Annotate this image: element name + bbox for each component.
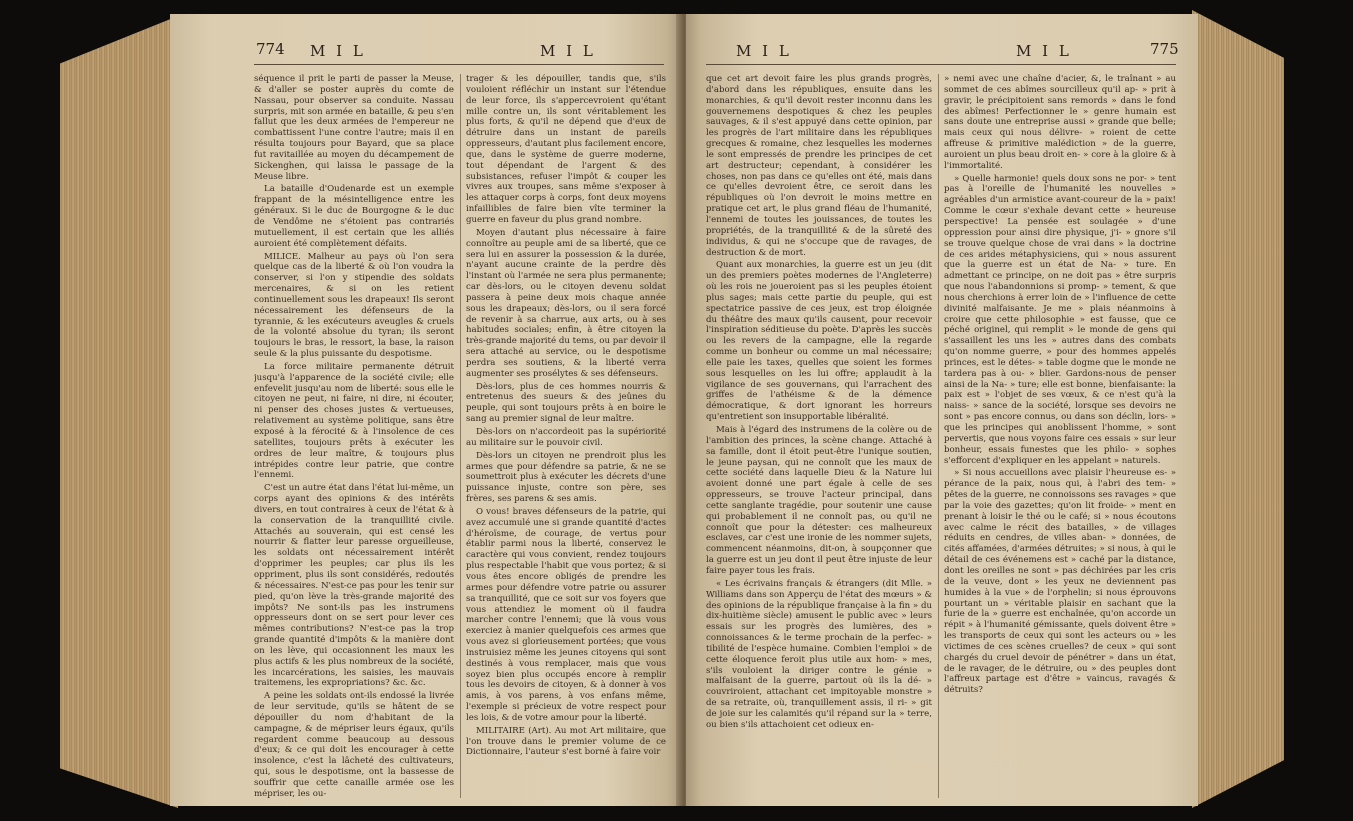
paragraph: O vous! braves défenseurs de la patrie, qui avez accumulé une si grande quantité d'actes d'héroïsme, de courage, de vertus pour établir parmi nous la liberté, conservez le caractère qui vous convient, rendez toujours plus respectable l'habit que vous portez; & si vous êtes encore obligés de prendre les armes pour défendre votre patrie ou assurer sa tranquillité, que ce soit sur vos foyers que vous attendiez le moment où il faudra marcher contre l'ennemi; que là vous vous exerciez à manier quelquefois ces armes que vous avez si glorieusement portées; que vous instruisiez même les jeunes citoyens qui sont destinés à vous remplacer, mais que vous soyez bien plus occupés encore à remplir tous les devoirs de citoyen, & à donner à vos amis, à vos parens, à vos enfans même, l'exemple si précieux de votre respect pour les lois, & de votre amour pour la liberté. <box>466 506 666 723</box>
right-page <box>686 14 1198 806</box>
right-column-2 <box>944 74 1176 798</box>
right-header-rule <box>706 64 1176 65</box>
paragraph: Dès-lors on n'accordeoit pas la supériorité au militaire sur le pouvoir civil. <box>466 427 666 448</box>
paragraph: Mais à l'égard des instrumens de la colère ou de l'ambition des princes, la scène change. Attaché à sa famille, dont il étoit peut-être l'unique soutien, le jeune paysan, qui ne connoît que les maux de cette société dans laquelle Dieu & la Nature lui avoient donné une part égale à celle de ses oppresseurs, se trouve l'acteur principal, dans cette sanglante tragédie, pour soutenir une cause qui probablement il ne connoît pas, ou qu'il ne connoît que pour la détester: ces malheureux esclaves, car c'est une ironie de les nommer sujets, commencent néanmoins, dit-on, à soupçonner que la guerre est un jeu dont il peut être injuste de leur faire payer tous les frais. <box>706 425 932 576</box>
left-header-rule <box>254 64 664 65</box>
paragraph: » Quelle harmonie! quels doux sons ne por- » tent pas à l'oreille de l'humanité les nouvelles » agréables d'un armistice avant-coureur de la » paix! Comme le cœur s'exhale devant cette » heureuse perspective! La pensée est soulagée » d'une oppression pour ainsi dire physique, j'i- » gnore s'il se trouve quelque chose de vrai dans » la doctrine de ces arides métaphysiciens, qui » nous assurent que la guerre est un état de Na- » ture. En admettant ce principe, on ne doit pas » être surpris que nous l'abandonnions si promp- » tement, & que nous cherchions à errer loin de » l'influence de cette divinité malfaisante. Je me » plais néanmoins à croire que cette philosophie » est fausse, que ce péché originel, qui remplit » le monde de gens qui s'assaillent les uns les » autres dans des combats qu'on nomme guerre, » pour des hommes appelés princes, est le détes- » table dogme que le monde ne tardera pas à ou- » blier. Gardons-nous de penser ainsi de la Na- » ture; elle est bonne, bienfaisante: la paix est » l'objet de ses vœux, & ce n'est qu'à la naiss- » sance de la société, lorsque ses devoirs ne sont » pas encore connus, ou dans son déclin, lors- » que les principes qui anoblissent l'homme, » sont pervertis, que nous voyons faire ces essais » sur leur bonheur, essais funestes que les philo- » sophes s'efforcent d'expliquer en les appelant » naturels. <box>944 173 1176 466</box>
left-page-edges <box>60 16 178 808</box>
paragraph: » Si nous accueillons avec plaisir l'heureuse es- » pérance de la paix, nous qui, à l'abri des tem- » pêtes de la guerre, ne connoissons ses ravages » que par la voie des gazettes; qu'on lit froide- » ment en prenant à loisir le thé ou le café; si » nous écoutons avec calme le récit des batailles, » de villages réduits en cendres, de villes aban- » données, de cités affamées, d'armées détruites; » si nous, à qui le détail de ces événemens est » caché par la distance, dont les oreilles ne sont » pas déchirées par les cris de la veuve, dont » les yeux ne deviennent pas humides à la vue » de l'orphelin; si nous éprouvons pourtant un » véritable plaisir en sachant que la furie de la » guerre est enchaînée, qu'on accorde un répit » à l'humanité gémissante, quels doivent être » les transports de ceux qui sont les acteurs ou » les victimes de ces scènes cruelles? de ceux » qui sont chargés du cruel devoir de pénétrer » dans un état, de le ravager, de le détruire, ou » des peuples dont l'affreux partage est d'être » vaincus, ravagés & détruits? <box>944 468 1176 696</box>
left-column-divider <box>460 74 461 798</box>
left-running-head-1: M I L <box>310 42 366 60</box>
right-column-1 <box>706 74 932 798</box>
paragraph: C'est un autre état dans l'état lui-même, un corps ayant des opinions & des intérêts divers, en tout contraires à ceux de l'état & à la conservation de la tranquillité civile. Attachés au souverain, qui est censé les nourrir & flatter leur paresse orgueilleuse, les soldats ont nécessairement intérêt d'opprimer les peuples; car plus ils les oppriment, plus ils sont considérés, redoutés & nécessaires. N'est-ce pas pour les tenir sur pied, qu'on lève la très-grande majorité des impôts? Ne sont-ils pas les instrumens oppresseurs dont on se sert pour lever ces mêmes contributions? N'est-ce pas la trop grande quantité d'impôts & la manière dont on les lève, qui occasionnent les maux les plus actifs & les plus nombreux de la société, les incarcérations, les saisies, les mauvais traitemens, les expropriations? &c. &c. <box>254 483 454 689</box>
right-running-head-1: M I L <box>736 42 792 60</box>
paragraph: Moyen d'autant plus nécessaire à faire connoître au peuple ami de sa liberté, que ce sera lui en assurer la possession & la durée, n'ayant aucune crainte de la perdre dès l'instant où l'armée ne sera plus permanente; car dès-lors, ou le citoyen devenu soldat passera à peine deux mois chaque année sous les drapeaux; dès-lors, ou il sera forcé de revenir à sa charrue, aux arts, ou à ses habitudes sociales; enfin, à être citoyen la très-grande majorité du tems, ou par devoir il sera attaché au service, ou le despotisme perdra ses soutiens, & la liberté verra augmenter ses prosélytes & ses défenseurs. <box>466 227 666 379</box>
paragraph: MILITAIRE (Art). Au mot Art militaire, que l'on trouve dans le premier volume de ce Dictionnaire, l'auteur s'est borné à faire voir <box>466 725 666 758</box>
paragraph: que cet art devoit faire les plus grands progrès, d'abord dans les républiques, ensuite dans les monarchies, & qu'il devoit rester inconnu dans les gouvernemens despotiques & chez les peuples sauvages, & il s'est appuyé dans cette opinion, par les progrès de l'art militaire dans les républiques grecques & romaine, chez lesquelles les modernes le sont empressés de prendre les principes de cet art destructeur; cependant, à considérer les choses, non pas dans ce qu'elles ont été, mais dans ce qu'elles devroient être, ce seroit dans les républiques où l'on devroit le moins mettre en pratique cet art, le plus grand fléau de l'humanité, l'ennemi de toutes les jouissances, de toutes les propriétés, de la tranquillité & de la sûreté des individus, & qui ne s'occupe que de ravages, de destruction & de mort. <box>706 74 932 258</box>
right-page-edges <box>1192 10 1284 808</box>
paragraph: Dès-lors, plus de ces hommes nourris & entretenus des sueurs & des jeûnes du peuple, qui sont toujours prêts à en boire le sang au premier signal de leur maître. <box>466 381 666 425</box>
right-page-number: 775 <box>1150 40 1179 58</box>
paragraph: » nemi avec une chaîne d'acier, &, le traînant » au sommet de ces abîmes sourcilleux qu'il ap- » prit à gravir, le précipitoient sans remords » dans le fond des abîmes! Perfectionner le » genre humain est sans doute une entreprise aussi » grande que belle; mais ceux qui nous délivre- » roient de cette affreuse & primitive malédiction » de la guerre, auroient un plus beau droit en- » core à la gloire & à l'immortalité. <box>944 74 1176 171</box>
left-running-head-2: M I L <box>540 42 596 60</box>
paragraph: La bataille d'Oudenarde est un exemple frappant de la mésintelligence entre les généraux. Si le duc de Bourgogne & le duc de Vendôme ne s'étoient pas contrariés mutuellement, il est certain que les alliés auroient été complètement défaits. <box>254 184 454 249</box>
left-column-1 <box>254 74 454 798</box>
paragraph: A peine les soldats ont-ils endossé la livrée de leur servitude, qu'ils se hâtent de se dépouiller du nom d'habitant de la campagne, & de mépriser leurs égaux, qu'ils regardent comme beaucoup au dessous d'eux; & ce qui doit les encourager à cette insolence, c'est la lâcheté des cultivateurs, qui, sous le despotisme, ont la bassesse de souffrir que cette canaille armée ose les mépriser, les ou- <box>254 691 454 798</box>
paragraph: Quant aux monarchies, la guerre est un jeu (dit un des premiers poètes modernes de l'Angleterre) où les rois ne joueroient pas si les peuples étoient plus sages; mais cette partie du peuple, qui est spectatrice passive de ces jeux, est trop éloignée du théâtre des maux qu'ils causent, pour recevoir l'inspiration séditieuse du poète. D'après les succès ou les revers de la campagne, elle la regarde comme un bonheur ou comme un mal nécessaire; elle paie les taxes, quelles que soient les formes sous lesquelles on les lui offre; applaudit à la vigilance de ses gouvernans, qui l'arrachent des griffes de l'athéisme & de la démence démocratique, & dort ignorant les horreurs qu'entretient son insupportable libéralité. <box>706 260 932 423</box>
paragraph: Dès-lors un citoyen ne prendroit plus les armes que pour défendre sa patrie, & ne se soumettroit plus à exécuter les décrets d'une puissance injuste, contre son père, ses frères, ses parens & ses amis. <box>466 450 666 505</box>
paragraph: séquence il prit le parti de passer la Meuse, & d'aller se poster auprès du comte de Nassau, pour observer sa conduite. Nassau surpris, mit son armée en bataille, & peu s'en fallut que les deux armées de l'empereur ne combattissent l'une contre l'autre; mais il en résulta toujours pour Bayard, que sa place fut ravitaillée au moyen du décampement de Sickenghen, qui laissa le passage de la Meuse libre. <box>254 74 454 182</box>
right-running-head-2: M I L <box>1016 42 1072 60</box>
paragraph: trager & les dépouiller, tandis que, s'ils vouloient réfléchir un instant sur l'étendue de leur force, ils s'appercevroient qu'étant mille contre un, ils sont véritablement les plus forts, & qu'il ne dépend que d'eux de détruire dans un instant de pareils oppresseurs, d'autant plus facilement encore, que, dans le système de guerre moderne, tout dépendant de l'argent & des subsistances, refuser l'impôt & couper les vivres aux troupes, sans même s'exposer à les attaquer corps à corps, font deux moyens infaillibles de faire bien vîte terminer la guerre en faveur du plus grand nombre. <box>466 74 666 225</box>
right-column-divider <box>938 74 939 798</box>
paragraph: La force militaire permanente détruit jusqu'à l'apparence de la société civile; elle enfevelit jusqu'au nom de liberté: sous elle le citoyen ne peut, ni faire, ni dire, ni écouter, ni penser des choses justes & vertueuses, relativement au système politique, sans être exposé à la férocité & à l'insolence de ces satellites, toujours prêts à exécuter les ordres de leur maître, & toujours plus intrépides contre leur patrie, que contre l'ennemi. <box>254 361 454 481</box>
left-page-number: 774 <box>256 40 285 58</box>
paragraph: « Les écrivains français & étrangers (dit Mlle. » Williams dans son Apperçu de l'état des mœurs » & des opinions de la république française à la fin » du dix-huitième siècle) amusent le public avec » leurs essais sur les progrès des lumières, des » connoissances & le terme prochain de la perfec- » tibilité de l'espèce humaine. Combien l'emploi » de cette éloquence feroit plus utile aux hom- » mes, s'ils vouloient la diriger contre le génie » malfaisant de la guerre, partout où ils la dé- » couvriroient, attachant cet impitoyable monstre » de sa retraite, où, tranquillement assis, il ri- » git de joie sur les calamités qu'il répand sur la » terre, ou bien s'ils attachoient cet odieux en- <box>706 578 932 730</box>
paragraph: MILICE. Malheur au pays où l'on sera quelque cas de la liberté & où l'on voudra la conserver, si l'on y stipendie des soldats mercenaires, & si on les retient continuellement sous les drapeaux! Ils seront nécessairement les défenseurs de la tyrannie, & les exécuteurs aveugles & cruels de la volonté absolue du tyran; ils seront toujours le bras, le ressort, la base, la raison seule & la plus puissante du despotisme. <box>254 251 454 360</box>
left-column-2 <box>466 74 666 798</box>
left-page <box>170 14 682 806</box>
